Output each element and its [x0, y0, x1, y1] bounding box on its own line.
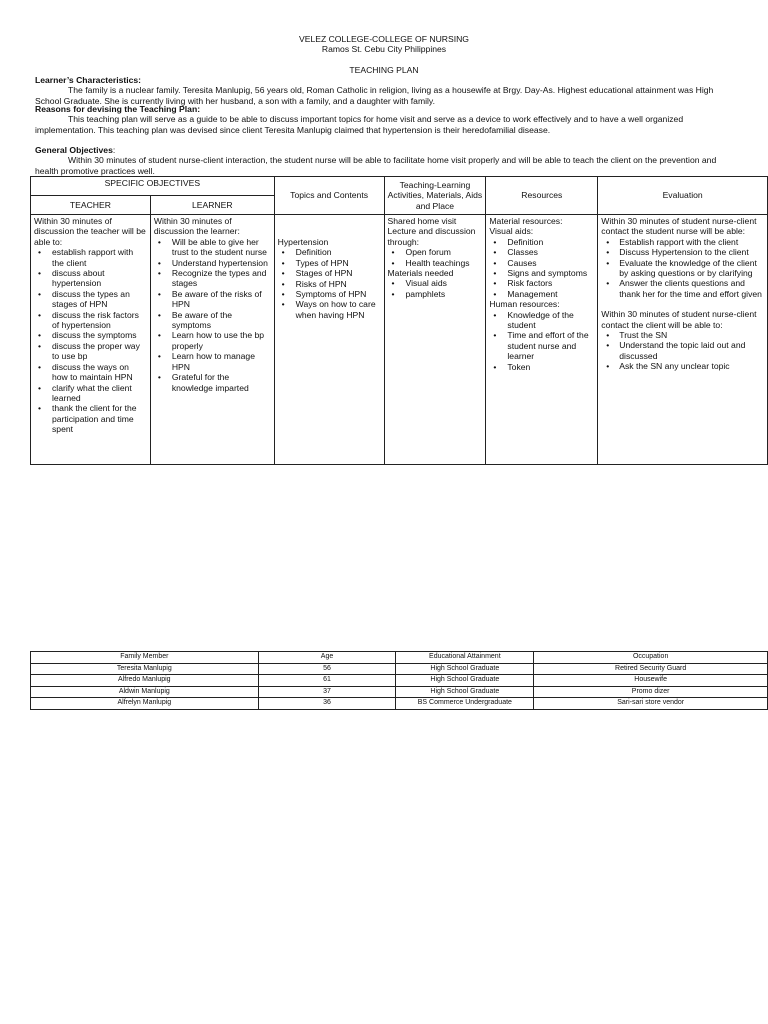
reasons-section: [35, 104, 735, 135]
learner-heading: Learner’s Characteristics:: [35, 75, 142, 85]
evaluation-item: • Evaluate the knowledge of the client by asking questions or by clarifying: [619, 258, 764, 279]
school-address: Ramos St. Cebu City Philippines: [321, 44, 447, 54]
learner-objective-item: • Learn how to use the bp properly: [172, 330, 271, 351]
learner-objective-item: • Grateful for the knowledge imparted: [172, 372, 271, 393]
teacher-cell: [31, 215, 151, 465]
learner-objectives-list: [154, 237, 271, 393]
family-cell: High School Graduate: [396, 675, 534, 687]
evaluation-item: • Answer the clients questions and thank her for the time and effort given: [619, 278, 764, 299]
human-resource-item: • Knowledge of the student: [507, 310, 594, 331]
visual-aids-label: Visual aids:: [489, 226, 534, 237]
materials-list: [388, 278, 483, 299]
family-cell: 56: [258, 663, 396, 675]
material-item: • pamphlets: [406, 289, 483, 299]
family-row: [31, 675, 768, 687]
topics-cell: [274, 215, 384, 465]
visual-aid-item: • Risk factors: [507, 278, 594, 288]
evaluation-list-1: [601, 237, 764, 299]
visual-aid-item: • Management: [507, 289, 594, 299]
family-cell: 37: [258, 686, 396, 698]
visual-aids-list: [489, 237, 594, 299]
human-resource-item: • Time and effort of the student nurse and learner: [507, 330, 594, 361]
header-resources: Resources: [486, 177, 598, 215]
evaluation-item: • Establish rapport with the client: [619, 237, 764, 247]
family-cell: Aldwin Manlupig: [31, 686, 259, 698]
teacher-objective-item: • discuss the risk factors of hypertension: [52, 310, 147, 331]
evaluation-item: • Understand the topic laid out and discussed: [619, 340, 764, 361]
teaching-plan-table: [30, 176, 768, 465]
topics-list: [278, 247, 381, 320]
family-cell: 36: [258, 698, 396, 710]
learner-objective-item: • Learn how to manage HPN: [172, 351, 271, 372]
teacher-objectives-list: [34, 247, 147, 434]
activities-cell: [384, 215, 486, 465]
learner-objective-item: • Recognize the types and stages: [172, 268, 271, 289]
teacher-objective-item: • establish rapport with the client: [52, 247, 147, 268]
learner-text: The family is a nuclear family. Teresita Manlupig, 56 years old, Roman Catholic in religion, living as a housewife at Brgy. Day-As. Highest educational attainment was High School Graduate. She is currently living with her husband, a son with a family, and a daughter with family.: [35, 85, 714, 106]
family-cell: Promo dizer: [534, 686, 768, 698]
family-cell: 61: [258, 675, 396, 687]
topic-item: • Definition: [296, 247, 381, 257]
learner-cell: [150, 215, 274, 465]
reasons-text: This teaching plan will serve as a guide to be able to discuss important topics for home visit and serve as a device to work effectively and to have a well organized implementation. This teaching plan was devised since client Teresita Manlupig claimed that hypertension is their heredofamilial disease.: [35, 114, 684, 135]
visual-aid-item: • Definition: [507, 237, 594, 247]
family-cell: Teresita Manlupig: [31, 663, 259, 675]
family-column-header: Family Member: [31, 652, 259, 664]
family-header-row: [31, 652, 768, 664]
family-cell: Alfredo Manlupig: [31, 675, 259, 687]
learner-objective-item: • Be aware of the symptoms: [172, 310, 271, 331]
general-colon: :: [112, 145, 116, 155]
teacher-intro: Within 30 minutes of discussion the teacher will be able to:: [34, 216, 146, 247]
header-topics: Topics and Contents: [274, 177, 384, 215]
human-resources-label: Human resources:: [489, 299, 560, 310]
family-table: [30, 651, 768, 710]
visual-aid-item: • Signs and symptoms: [507, 268, 594, 278]
topic-item: • Types of HPN: [296, 258, 381, 268]
evaluation-intro-2: Within 30 minutes of student nurse-client contact the client will be able to:: [601, 309, 757, 330]
family-row: [31, 698, 768, 710]
activities-line1: Shared home visit: [387, 216, 457, 226]
family-cell: Sari-sari store vendor: [534, 698, 768, 710]
header-learner: LEARNER: [150, 196, 274, 215]
topic-item: • Ways on how to care when having HPN: [296, 299, 381, 320]
family-column-header: Educational Attainment: [396, 652, 534, 664]
family-column-header: Occupation: [534, 652, 768, 664]
activities-list: [388, 247, 483, 268]
teacher-objective-item: • thank the client for the participation and time spent: [52, 403, 147, 434]
header-evaluation: Evaluation: [598, 177, 768, 215]
document-title: TEACHING PLAN: [349, 65, 419, 75]
family-cell: Alfrelyn Manlupig: [31, 698, 259, 710]
evaluation-list-2: [601, 330, 764, 372]
teacher-objective-item: • discuss the ways on how to maintain HPN: [52, 362, 147, 383]
evaluation-item: • Ask the SN any unclear topic: [619, 361, 764, 371]
learner-intro: Within 30 minutes of discussion the learner:: [153, 216, 240, 237]
teacher-objective-item: • discuss about hypertension: [52, 268, 147, 289]
header-specific-objectives: SPECIFIC OBJECTIVES: [31, 177, 275, 196]
family-cell: Retired Security Guard: [534, 663, 768, 675]
evaluation-item: • Discuss Hypertension to the client: [619, 247, 764, 257]
activity-item: • Health teachings: [406, 258, 483, 268]
school-name: VELEZ COLLEGE-COLLEGE OF NURSING: [298, 34, 469, 44]
header-activities: Teaching-Learning Activities, Materials, Aids and Place: [384, 177, 486, 215]
family-row: [31, 663, 768, 675]
learner-objective-item: • Understand hypertension: [172, 258, 271, 268]
human-resource-item: • Token: [507, 362, 594, 372]
learner-objective-item: • Be aware of the risks of HPN: [172, 289, 271, 310]
teacher-objective-item: • discuss the types an stages of HPN: [52, 289, 147, 310]
human-resources-list: [489, 310, 594, 372]
teacher-objective-item: • clarify what the client learned: [52, 383, 147, 404]
resources-cell: [486, 215, 598, 465]
evaluation-intro-1: Within 30 minutes of student nurse-client contact the student nurse will be able:: [601, 216, 757, 237]
topic-item: • Symptoms of HPN: [296, 289, 381, 299]
learner-section: [35, 75, 735, 106]
teacher-objective-item: • discuss the proper way to use bp: [52, 341, 147, 362]
family-column-header: Age: [258, 652, 396, 664]
general-objectives-section: [35, 145, 735, 176]
general-heading: General Objectives: [35, 145, 113, 155]
activity-item: • Open forum: [406, 247, 483, 257]
reasons-heading: Reasons for devising the Teaching Plan:: [35, 104, 201, 114]
family-cell: BS Commerce Undergraduate: [396, 698, 534, 710]
materials-needed: Materials needed: [387, 268, 454, 279]
material-resources: Material resources:: [489, 216, 563, 226]
family-cell: Housewife: [534, 675, 768, 687]
visual-aid-item: • Classes: [507, 247, 594, 257]
header-teacher: TEACHER: [31, 196, 151, 215]
activities-line2: Lecture and discussion through:: [387, 226, 476, 247]
teacher-objective-item: • discuss the symptoms: [52, 330, 147, 340]
topic-item: • Stages of HPN: [296, 268, 381, 278]
learner-objective-item: • Will be able to give her trust to the student nurse: [172, 237, 271, 258]
topic-item: • Risks of HPN: [296, 279, 381, 289]
family-row: [31, 686, 768, 698]
material-item: • Visual aids: [406, 278, 483, 288]
topics-title: Hypertension: [277, 237, 329, 247]
visual-aid-item: • Causes: [507, 258, 594, 268]
evaluation-item: • Trust the SN: [619, 330, 764, 340]
family-cell: High School Graduate: [396, 663, 534, 675]
general-text: Within 30 minutes of student nurse-client interaction, the student nurse will be able to facilitate home visit properly and will be able to teach the client on the prevention and health promotive practices well.: [35, 155, 717, 176]
family-cell: High School Graduate: [396, 686, 534, 698]
evaluation-cell: [598, 215, 768, 465]
